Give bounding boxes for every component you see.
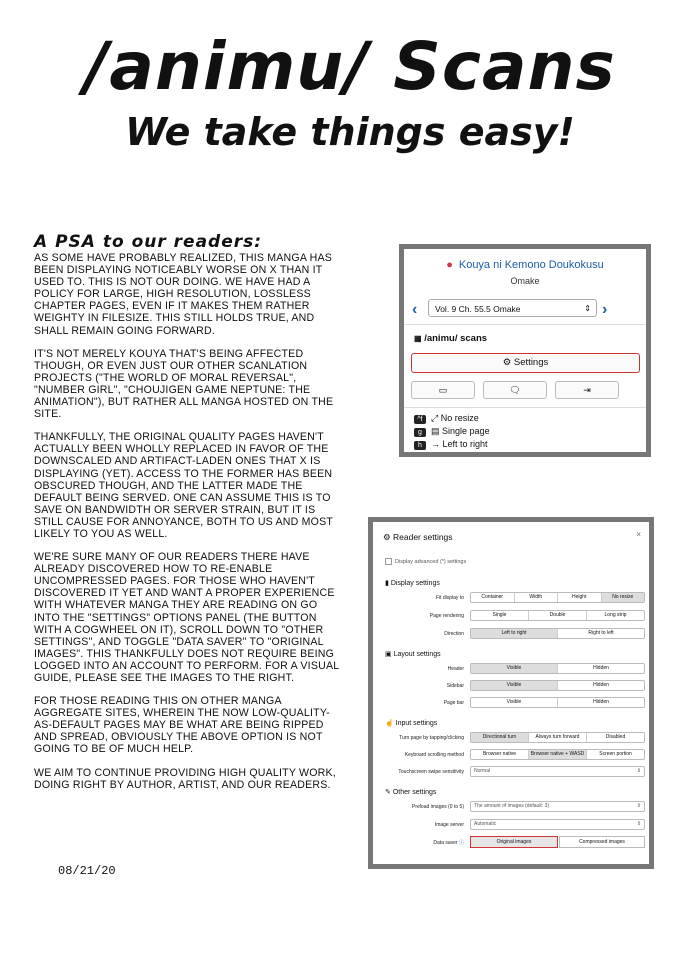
kbd-option[interactable]: Screen portion — [587, 750, 644, 759]
settings-button[interactable] — [411, 353, 640, 373]
wrench-icon: ✎ — [385, 789, 391, 796]
resize-icon: ⤢ — [431, 413, 439, 423]
section-other — [385, 788, 436, 796]
settings-title — [383, 532, 453, 543]
flag-icon: ▦ — [414, 334, 422, 343]
direction-option[interactable]: Left to right — [471, 629, 558, 638]
checkbox[interactable] — [385, 558, 392, 565]
paragraph: THANKFULLY, THE ORIGINAL QUALITY PAGES HAVEN'T ACTUALLY BEEN WHOLLY REPLACED IN FAVOR OF THE DOWNSCALED AND ARTIFACT-LADEN ONES THAT X IS DISPLAYING (YET). ACCESS TO THE FORMER HAS BEEN OBSCURED THOUGH, AND THE LATTER MADE THE DEFAULT BEING SERVED. ONE CAN ASSUME THIS IS TO SAVE ON BANDWIDTH OR SERVER STRAIN, BUT IT IS STILL CAUSE FOR ANNOYANCE, BOTH TO US AND MOST LIKELY TO YOU AS WELL. — [34, 431, 333, 540]
compressed-images-button[interactable]: Compressed images — [559, 836, 645, 848]
chapter-select-value: Vol. 9 Ch. 55.5 Omake — [435, 304, 521, 314]
divider — [404, 324, 646, 325]
server-label: Image server — [434, 822, 464, 828]
datasaver-label — [376, 839, 464, 846]
server-select[interactable] — [470, 819, 645, 830]
settings-title-text: Reader settings — [393, 532, 453, 542]
psa-body — [34, 252, 346, 802]
shortcut-text: No resize — [440, 413, 479, 423]
kbd-key: h — [414, 441, 426, 450]
rendering-option[interactable]: Single — [471, 611, 529, 620]
reader-settings-screenshot — [368, 517, 654, 869]
spinner-icon: ⇕ — [636, 803, 641, 809]
manga-title-link[interactable] — [404, 259, 646, 271]
paragraph: AS SOME HAVE PROBABLY REALIZED, THIS MANGA HAS BEEN DISPLAYING NOTICEABLY WORSE ON X THAN IT USED TO. THIS IS NOT OUR DOING. WE HAVE HAD A POLICY FOR LARGE, HIGH RESOLUTION, LOSSLESS CHAPTER PAGES, EVEN IF IT MAKES THEM RATHER WEIGHTY IN FILESIZE. THIS STILL HOLDS TRUE, AND SHALL REMAIN GOING FORWARD. — [34, 252, 333, 337]
advanced-toggle[interactable] — [385, 558, 466, 565]
section-label: Other settings — [392, 789, 437, 796]
shortcut-row — [414, 439, 488, 450]
section-label: Display settings — [390, 580, 440, 587]
pagebar-segment[interactable] — [470, 697, 645, 708]
gear-icon: ⚙ — [502, 357, 512, 368]
shortcut-text: Single page — [442, 426, 490, 436]
section-label: Layout settings — [393, 651, 441, 658]
chapter-select[interactable] — [428, 299, 597, 317]
direction-label: Direction — [444, 631, 464, 637]
section-display — [385, 579, 440, 587]
group-link[interactable] — [414, 333, 656, 344]
fit-label: Fit display to — [435, 595, 464, 601]
fit-option[interactable]: Width — [515, 593, 559, 602]
kbd-segment[interactable] — [470, 749, 645, 760]
info-icon: ⓘ — [458, 840, 464, 846]
fit-segment[interactable] — [470, 592, 645, 603]
header-segment[interactable] — [470, 663, 645, 674]
prev-chapter-icon[interactable]: ‹ — [412, 301, 418, 318]
header-label: Header — [447, 666, 464, 672]
kbd-label: Keyboard scrolling method — [404, 752, 464, 758]
page-icon: ▤ — [431, 426, 440, 436]
comments-button[interactable] — [483, 381, 547, 399]
post-date: 08/21/20 — [58, 864, 116, 878]
hand-icon: ☝ — [385, 720, 394, 727]
layout-icon: ▣ — [385, 651, 392, 658]
kbd-key: g — [414, 428, 426, 437]
turn-option[interactable]: Directional turn — [471, 733, 529, 742]
comments-icon: 🗨 — [509, 385, 521, 395]
rendering-option[interactable]: Long strip — [587, 611, 644, 620]
preload-input[interactable] — [470, 801, 645, 812]
chapter-title: Omake — [510, 276, 540, 286]
turn-label: Turn page by tapping/clicking — [399, 735, 464, 741]
status-dot-icon: ● — [446, 259, 453, 271]
window-button[interactable] — [411, 381, 475, 399]
preload-placeholder: The amount of images (default: 3) — [474, 803, 550, 809]
visibility-option[interactable]: Hidden — [558, 664, 644, 673]
swipe-value: Normal — [474, 768, 491, 774]
direction-option[interactable]: Right to left — [558, 629, 644, 638]
kbd-key: ^f — [414, 415, 426, 424]
datasaver-label-text: Data saver — [433, 840, 458, 846]
direction-segment[interactable] — [470, 628, 645, 639]
paragraph: IT'S NOT MERELY KOUYA THAT'S BEING AFFECTED THOUGH, OR EVEN JUST OUR OTHER SCANLATION PROJECTS ("THE WORLD OF MORAL REVERSAL", "NUMBER GIRL", "CHOUJIGEN GAME NEPTUNE: THE ANIMATION"), BUT RATHER ALL MANGA HOSTED ON THE SITE. — [34, 347, 334, 421]
visibility-option[interactable]: Hidden — [558, 681, 644, 690]
turn-option[interactable]: Disabled — [587, 733, 644, 742]
section-layout — [385, 650, 441, 658]
kbd-option[interactable]: Browser native — [471, 750, 529, 759]
shortcut-row — [414, 426, 490, 437]
paragraph: WE'RE SURE MANY OF OUR READERS THERE HAVE ALREADY DISCOVERED HOW TO RE-ENABLE UNCOMPRESSED PAGES. FOR THOSE WHO HAVEN'T DISCOVERED IT YET AND WANT A PROPER EXPERIENCE WITH WHATEVER MANGA THEY ARE READING ON GO INTO THE "SETTINGS" OPTIONS PANEL (THE BUTTON WITH A COGWHEEL ON IT), SCROLL DOWN TO "OTHER SETTINGS", AND TOGGLE "DATA SAVER" TO "ORIGINAL IMAGES". THIS THANKFULLY DOES NOT REQUIRE BEING LOGGED INTO AN ACCOUNT TO PERFORM. FOR A VISUAL GUIDE, PLEASE SEE THE IMAGES TO THE RIGHT. — [34, 551, 339, 684]
select-arrows-icon: ⇕ — [636, 821, 641, 827]
divider — [404, 407, 646, 408]
rendering-segment[interactable] — [470, 610, 645, 621]
sidebar-segment[interactable] — [470, 680, 645, 691]
select-arrows-icon: ⇕ — [636, 768, 641, 774]
reader-sidebar-screenshot — [399, 244, 651, 457]
gear-icon: ⚙ — [383, 532, 391, 542]
turn-option[interactable]: Always turn forward — [529, 733, 587, 742]
visibility-option[interactable]: Visible — [471, 698, 558, 707]
window-icon: ▭ — [438, 385, 448, 395]
swipe-select[interactable] — [470, 766, 645, 777]
visibility-option[interactable]: Visible — [471, 681, 558, 690]
arrow-right-icon: → — [431, 439, 440, 449]
fit-option[interactable]: Container — [471, 593, 515, 602]
shortcut-text: Left to right — [442, 439, 488, 449]
kbd-option[interactable]: Browser native + WASD — [529, 750, 587, 759]
sign-in-icon: ⇥ — [583, 385, 591, 395]
section-input — [385, 719, 437, 727]
visibility-option[interactable]: Visible — [471, 664, 558, 673]
preload-label: Preload images (0 to 5) — [412, 804, 464, 810]
visibility-option[interactable]: Hidden — [558, 698, 644, 707]
manga-title: Kouya ni Kemono Doukokusu — [458, 259, 604, 271]
advanced-label: Display advanced (*) settings — [395, 558, 467, 565]
paragraph: WE AIM TO CONTINUE PROVIDING HIGH QUALITY WORK, DOING RIGHT BY AUTHOR, ARTIST, AND OUR READERS. — [34, 766, 336, 791]
exit-button[interactable] — [555, 381, 619, 399]
server-value: Automatic — [474, 821, 497, 827]
rendering-label: Page rendering — [429, 613, 464, 619]
original-images-button[interactable]: Original images — [470, 836, 558, 848]
rendering-option[interactable]: Double — [529, 611, 587, 620]
book-icon: ▮ — [385, 580, 389, 587]
site-title: /animu/ Scans — [84, 28, 616, 105]
settings-label: Settings — [513, 357, 549, 368]
turn-segment[interactable] — [470, 732, 645, 743]
swipe-label: Touchscreen swipe sensitivity — [398, 769, 464, 775]
close-icon[interactable]: × — [636, 530, 641, 539]
psa-heading: A PSA to our readers: — [34, 232, 263, 252]
pagebar-label: Page bar — [443, 700, 464, 706]
next-chapter-icon[interactable]: › — [602, 301, 608, 318]
paragraph: FOR THOSE READING THIS ON OTHER MANGA AGGREGATE SITES, WHEREIN THE NOW LOW-QUALITY-AS-DEFAULT PAGES MAY BE WHAT ARE BEING RIPPED AND SPREAD, OBVIOUSLY THE ABOVE OPTION IS NOT GOING TO BE OF MUCH HELP. — [34, 695, 330, 756]
site-tagline: We take things easy! — [125, 110, 575, 154]
shortcut-row — [414, 413, 479, 424]
section-label: Input settings — [395, 720, 438, 727]
sidebar-label: Sidebar — [446, 683, 464, 689]
group-name: /animu/ scans — [424, 333, 488, 344]
fit-option[interactable]: Height — [558, 593, 602, 602]
fit-option[interactable]: No resize — [602, 593, 645, 602]
select-arrows-icon: ⇕ — [584, 304, 591, 313]
